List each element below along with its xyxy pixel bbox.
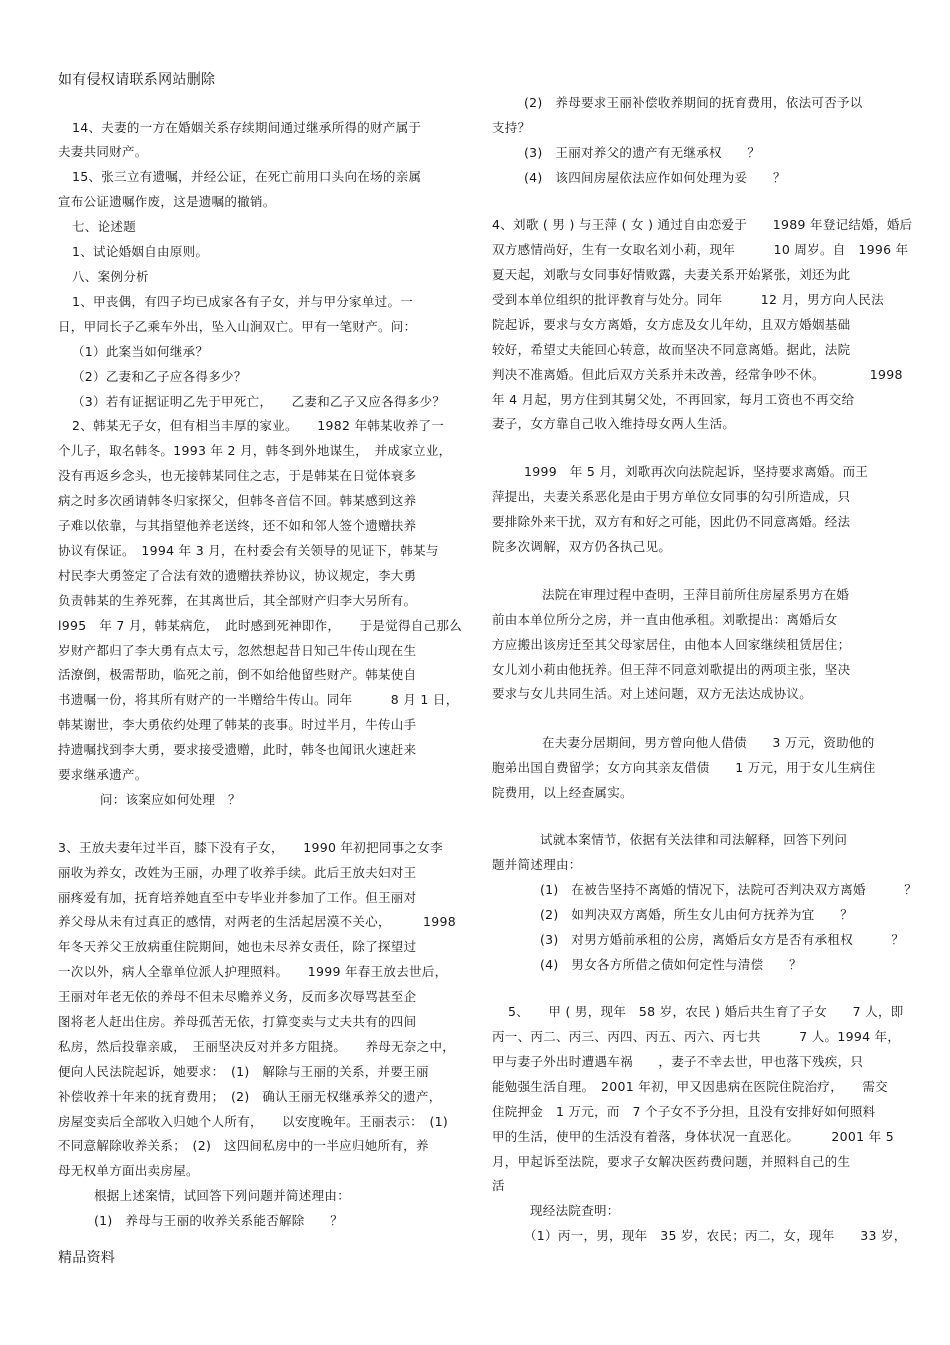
text-line: 要求继承遗产。 bbox=[58, 767, 148, 782]
text-line: 补偿收养十年来的抚育费用； (2) 确认王丽无权继承养父的遗产， bbox=[58, 1089, 442, 1104]
section-heading: 七、论述题 bbox=[72, 219, 137, 234]
text-line: (3) 王丽对养父的遗产有无继承权 ？ bbox=[524, 145, 761, 160]
text-line: 方应搬出该房迁至其父母家居住，由他本人回家继续租赁居住； bbox=[492, 637, 851, 652]
text-line: 书遗嘱一份，将其所有财产的一半赠给牛传山。同年 8 月 1 日， bbox=[58, 692, 459, 707]
text-line: 母无权单方面出卖房屋。 bbox=[58, 1163, 199, 1178]
text-line: 病之时多次函请韩冬归家探父，但韩冬音信不回。韩某感到这养 bbox=[58, 493, 417, 508]
text-line: 前由本单位所分之房，并一直由他承租。刘歌提出：离婚后女 bbox=[492, 612, 838, 627]
text-line: 在夫妻分居期间，男方曾向他人借债 3 万元，资助他的 bbox=[542, 735, 875, 750]
text-line: 法院在审理过程中查明，王萍目前所住房屋系男方在婚 bbox=[542, 587, 850, 602]
text-line: 试就本案情节，依据有关法律和司法解释，回答下列问 bbox=[540, 832, 848, 847]
text-line: （1）丙一，男，现年 35 岁，农民；丙二，女，现年 33 岁， bbox=[524, 1228, 907, 1243]
text-line: （1）此案当如何继承？ bbox=[72, 344, 209, 359]
text-line: 现经法院查明： bbox=[530, 1203, 620, 1218]
text-line: 1999 年 5 月，刘歌再次向法院起诉，坚持要求离婚。而王 bbox=[524, 464, 869, 479]
text-line: 持遗嘱找到李大勇，要求接受遗赠，此时，韩冬也闻讯火速赶来 bbox=[58, 742, 417, 757]
text-line: 院多次调解，双方仍各执己见。 bbox=[492, 539, 672, 554]
text-line: 房屋变卖后全部收入归她个人所有， 以安度晚年。王丽表示： (1) bbox=[58, 1114, 449, 1129]
text-line: 养父母从未有过真正的感情，对两老的生活起居漠不关心， 1998 bbox=[58, 914, 456, 929]
text-line: 问：该案应如何处理 ？ bbox=[100, 792, 241, 807]
text-line: 根据上述案情，试回答下列问题并简述理由： bbox=[94, 1188, 351, 1203]
text-line: 韩某谢世，李大勇依约处理了韩某的丧事。时过半月，牛传山手 bbox=[58, 717, 417, 732]
text-line: 图将老人赶出住房。养母孤苦无依，打算变卖与丈夫共有的四间 bbox=[58, 1014, 417, 1029]
text-line: 要排除外来干扰，双方有和好之可能，因此仍不同意离婚。经法 bbox=[492, 514, 851, 529]
text-line: 题并简述理由： bbox=[492, 857, 582, 872]
text-line: 妻子，女方靠自己收入维持母女两人生活。 bbox=[492, 416, 736, 431]
text-line: 15、张三立有遗嘱，并经公证，在死亡前用口头向在场的亲属 bbox=[72, 169, 422, 184]
text-line: 年 4 月起，男方住到其舅父处，不再回家，每月工资也不再交给 bbox=[492, 392, 855, 407]
text-line: l995 年 7 月，韩某病危， 此时感到死神即作， 于是觉得自己那么 bbox=[58, 618, 463, 633]
text-line: (4) 男女各方所借之债如何定性与清偿 ？ bbox=[540, 957, 802, 972]
text-line: 判决不准离婚。但此后双方关系并未改善，经常争吵不休。 1998 bbox=[492, 367, 903, 382]
text-line: （2）乙妻和乙子应各得多少？ bbox=[72, 369, 247, 384]
text-line: (3) 对男方婚前承租的公房，离婚后女方是否有承租权 ？ bbox=[540, 932, 905, 947]
text-line: 萍提出，夫妻关系恶化是由于男方单位女同事的勾引所造成，只 bbox=[492, 489, 851, 504]
text-line: 活 bbox=[492, 1178, 505, 1193]
text-line: 夏天起，刘歌与女同事好情败露，夫妻关系开始紧张，刘还为此 bbox=[492, 267, 851, 282]
text-line: 王丽对年老无依的养母不但未尽赡养义务，反而多次辱骂甚至企 bbox=[58, 989, 417, 1004]
text-line: 个儿子，取名韩冬。1993 年 2 月，韩冬到外地谋生， 并成家立业， bbox=[58, 443, 452, 458]
text-line: (2) 养母要求王丽补偿收养期间的抚育费用，依法可否予以 bbox=[524, 95, 863, 110]
text-line: 院费用，以上经查属实。 bbox=[492, 785, 633, 800]
text-line: 活潦倒，极需帮助，临死之前，倒不如给他留些财产。韩某使自 bbox=[58, 667, 417, 682]
text-line: (1) 养母与王丽的收养关系能否解除 ？ bbox=[94, 1213, 344, 1228]
text-line: 年冬天养父王放病重住院期间，她也未尽养女责任，除了探望过 bbox=[58, 939, 417, 954]
text-line: 私房，然后投靠亲戚， 王丽坚决反对并多方阻挠。 养母无奈之中， bbox=[58, 1039, 456, 1054]
text-line: 能勉强生活自理。 2001 年初，甲又因患病在医院住院治疗， 需交 bbox=[492, 1079, 888, 1094]
text-line: （3）若有证据证明乙先于甲死亡， 乙妻和乙子又应各得多少？ bbox=[72, 394, 446, 409]
text-line: 1、试论婚姻自由原则。 bbox=[72, 244, 209, 259]
text-line: 协议有保证。 1994 年 3 月，在村委会有关领导的见证下，韩某与 bbox=[58, 543, 439, 558]
text-line: 支持？ bbox=[492, 120, 531, 135]
text-line: 甲与妻子外出时遭遇车祸 ，妻子不幸去世，甲也落下残疾，只 bbox=[492, 1054, 864, 1069]
text-line: 丽疼爱有加，抚育培养她直至中专毕业并参加了工作。但王丽对 bbox=[58, 890, 417, 905]
text-line: 甲的生活，使甲的生活没有着落，身体状况一直恶化。 2001 年 5 bbox=[492, 1129, 894, 1144]
page-header: 如有侵权请联系网站删除 bbox=[58, 72, 216, 88]
text-line: 夫妻共同财产。 bbox=[58, 144, 148, 159]
text-line: 女儿刘小莉由他抚养。但王萍不同意刘歌提出的两项主张，坚决 bbox=[492, 662, 851, 677]
text-line: 1、甲丧偶，有四子均已成家各有子女，并与甲分家单过。一 bbox=[72, 294, 414, 309]
text-line: (2) 如判决双方离婚，所生女儿由何方抚养为宜 ？ bbox=[540, 907, 854, 922]
text-line: 丽收为养女，改姓为王丽，办理了收养手续。此后王放夫妇对王 bbox=[58, 865, 417, 880]
page-footer: 精品资料 bbox=[58, 1250, 116, 1266]
text-line: 较好，希望丈夫能回心转意，故而坚决不同意离婚。据此，法院 bbox=[492, 342, 851, 357]
text-line: 受到本单位组织的批评教育与处分。同年 12 月，男方向人民法 bbox=[492, 292, 884, 307]
section-heading: 八、案例分析 bbox=[72, 269, 149, 284]
text-line: 岁财产都归了李大勇有点太亏，忽然想起昔日知己牛传山现在生 bbox=[58, 643, 417, 658]
text-line: 2、韩某无子女，但有相当丰厚的家业。 1982 年韩某收养了一 bbox=[72, 418, 445, 433]
text-line: 胞弟出国自费留学；女方向其亲友借债 1 万元，用于女儿生病住 bbox=[492, 760, 876, 775]
text-line: 负责韩某的生养死葬，在其离世后，其全部财产归李大另所有。 bbox=[58, 593, 417, 608]
text-line: 日，甲同长子乙乘车外出，坠入山涧双亡。甲有一笔财产。问： bbox=[58, 319, 417, 334]
text-line: 没有再返乡念头，也无接韩某同住之志，于是韩某在日觉体衰多 bbox=[58, 468, 417, 483]
text-line: 5、 甲 ( 男，现年 58 岁，农民 ) 婚后共生育了子女 7 人，即 bbox=[508, 1004, 904, 1019]
text-line: 3、王放夫妻年过半百，膝下没有子女， 1990 年初把同事之女李 bbox=[58, 840, 443, 855]
text-line: 村民李大勇签定了合法有效的遗赠扶养协议，协议规定，李大勇 bbox=[58, 568, 417, 583]
text-line: 宣布公证遗嘱作废，这是遗嘱的撤销。 bbox=[58, 194, 276, 209]
text-line: 14、夫妻的一方在婚姻关系存续期间通过继承所得的财产属于 bbox=[72, 120, 422, 135]
text-line: 要求与女儿共同生活。对上述问题，双方无法达成协议。 bbox=[492, 686, 813, 701]
text-line: 月，甲起诉至法院，要求子女解决医药费问题，并照料自己的生 bbox=[492, 1154, 851, 1169]
text-line: 丙一、丙二、丙三、丙四、丙五、丙六、丙七共 7 人。1994 年， bbox=[492, 1029, 901, 1044]
text-line: 便向人民法院起诉，她要求： (1) 解除与王丽的关系，并要王丽 bbox=[58, 1064, 429, 1079]
text-line: 院起诉，要求与女方离婚，女方虑及女儿年幼，且双方婚姻基础 bbox=[492, 317, 851, 332]
text-line: (4) 该四间房屋依法应作如何处理为妥 ？ bbox=[524, 170, 786, 185]
text-line: 一次以外，病人全靠单位派人护理照料。 1999 年春王放去世后， bbox=[58, 964, 448, 979]
text-line: 双方感情尚好，生有一女取名刘小莉，现年 10 周岁。自 1996 年 bbox=[492, 242, 909, 257]
text-line: 不同意解除收养关系； (2) 这四间私房中的一半应归她所有，养 bbox=[58, 1138, 429, 1153]
text-line: 4、刘歌 ( 男 ) 与王萍 ( 女 ) 通过自由恋爱于 1989 年登记结婚，婚后 bbox=[492, 217, 913, 232]
text-line: 住院押金 1 万元，而 7 个子女不予分担，且没有安排好如何照料 bbox=[492, 1104, 876, 1119]
text-line: 子难以依靠，与其指望他养老送终，还不如和邻人签个遗赠扶养 bbox=[58, 518, 417, 533]
text-line: (1) 在被告坚持不离婚的情况下，法院可否判决双方离婚 ？ bbox=[540, 882, 918, 897]
